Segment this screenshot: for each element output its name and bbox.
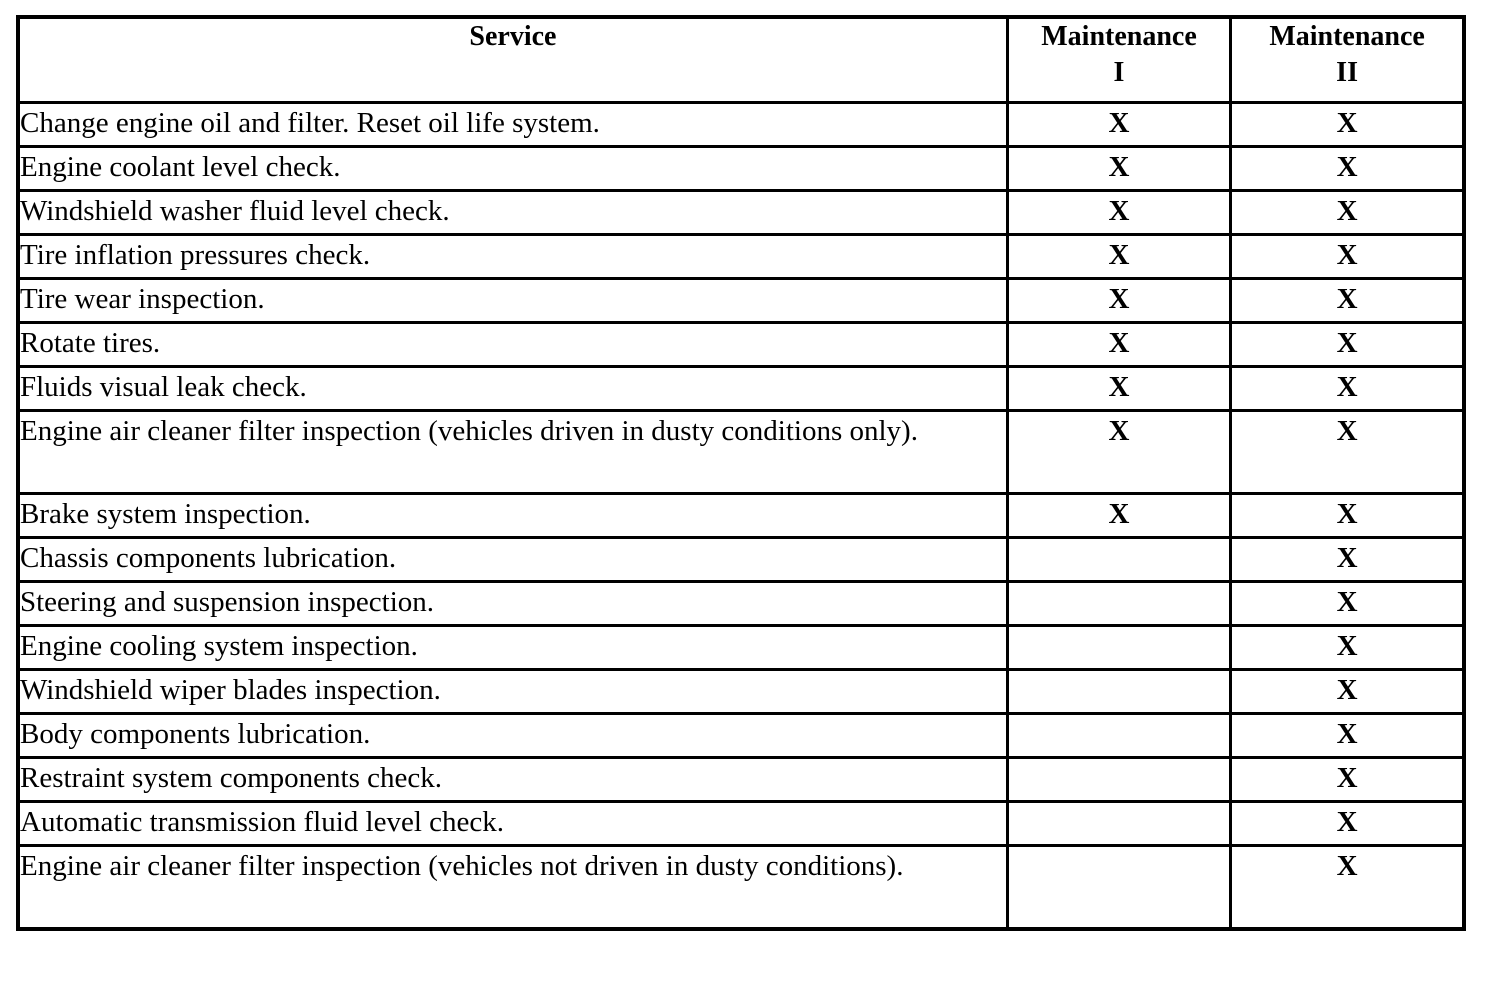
maintenance-2-mark: X [1231,494,1464,538]
service-cell: Engine coolant level check. [18,147,1007,191]
maintenance-1-mark [1007,626,1230,670]
maintenance-2-mark: X [1231,279,1464,323]
header-row [18,17,1464,103]
table-row [18,582,1464,626]
table-row [18,494,1464,538]
maintenance-schedule-table [16,15,1466,931]
maintenance-1-mark: X [1007,323,1230,367]
table-row [18,279,1464,323]
table-row [18,235,1464,279]
maintenance-1-mark: X [1007,147,1230,191]
service-cell: Engine cooling system inspection. [18,626,1007,670]
service-cell: Restraint system components check. [18,758,1007,802]
maintenance-2-mark: X [1231,626,1464,670]
table-row [18,103,1464,147]
header-maintenance-2-line2: II [1336,57,1358,88]
service-cell: Tire inflation pressures check. [18,235,1007,279]
table-row [18,670,1464,714]
service-cell: Fluids visual leak check. [18,367,1007,411]
service-cell: Steering and suspension inspection. [18,582,1007,626]
table-row [18,411,1464,494]
table-row [18,538,1464,582]
maintenance-2-mark: X [1231,103,1464,147]
maintenance-2-mark: X [1231,411,1464,494]
table-row [18,367,1464,411]
maintenance-1-mark: X [1007,235,1230,279]
table-row [18,147,1464,191]
table-row [18,846,1464,930]
service-cell: Tire wear inspection. [18,279,1007,323]
table-row [18,802,1464,846]
maintenance-1-mark: X [1007,411,1230,494]
service-cell: Engine air cleaner filter inspection (vehicles driven in dusty conditions only). [18,411,1007,494]
maintenance-1-mark [1007,758,1230,802]
service-cell: Rotate tires. [18,323,1007,367]
maintenance-2-mark: X [1231,147,1464,191]
maintenance-2-mark: X [1231,235,1464,279]
service-cell: Windshield washer fluid level check. [18,191,1007,235]
maintenance-2-mark: X [1231,846,1464,930]
service-cell: Engine air cleaner filter inspection (vehicles not driven in dusty conditions). [18,846,1007,930]
table-row [18,758,1464,802]
maintenance-1-mark: X [1007,279,1230,323]
maintenance-2-mark: X [1231,191,1464,235]
maintenance-1-mark: X [1007,191,1230,235]
maintenance-1-mark [1007,670,1230,714]
header-maintenance-1-line1: Maintenance [1041,21,1197,52]
table-row [18,714,1464,758]
maintenance-2-mark: X [1231,367,1464,411]
table-row [18,626,1464,670]
maintenance-1-mark [1007,538,1230,582]
maintenance-2-mark: X [1231,323,1464,367]
header-service: Service [18,17,1007,103]
maintenance-1-mark: X [1007,367,1230,411]
maintenance-2-mark: X [1231,714,1464,758]
maintenance-1-mark [1007,846,1230,930]
service-cell: Body components lubrication. [18,714,1007,758]
service-cell: Windshield wiper blades inspection. [18,670,1007,714]
service-cell: Brake system inspection. [18,494,1007,538]
service-cell: Change engine oil and filter. Reset oil life system. [18,103,1007,147]
maintenance-1-mark [1007,582,1230,626]
header-maintenance-2-line1: Maintenance [1269,21,1425,52]
maintenance-1-mark: X [1007,103,1230,147]
maintenance-1-mark [1007,714,1230,758]
maintenance-1-mark [1007,802,1230,846]
service-cell: Automatic transmission fluid level check. [18,802,1007,846]
header-maintenance-1-line2: I [1113,57,1125,88]
maintenance-2-mark: X [1231,538,1464,582]
maintenance-1-mark: X [1007,494,1230,538]
maintenance-2-mark: X [1231,802,1464,846]
header-maintenance-2 [1231,17,1464,103]
table-row [18,191,1464,235]
maintenance-2-mark: X [1231,582,1464,626]
service-cell: Chassis components lubrication. [18,538,1007,582]
maintenance-2-mark: X [1231,758,1464,802]
table-row [18,323,1464,367]
maintenance-2-mark: X [1231,670,1464,714]
header-maintenance-1 [1007,17,1230,103]
